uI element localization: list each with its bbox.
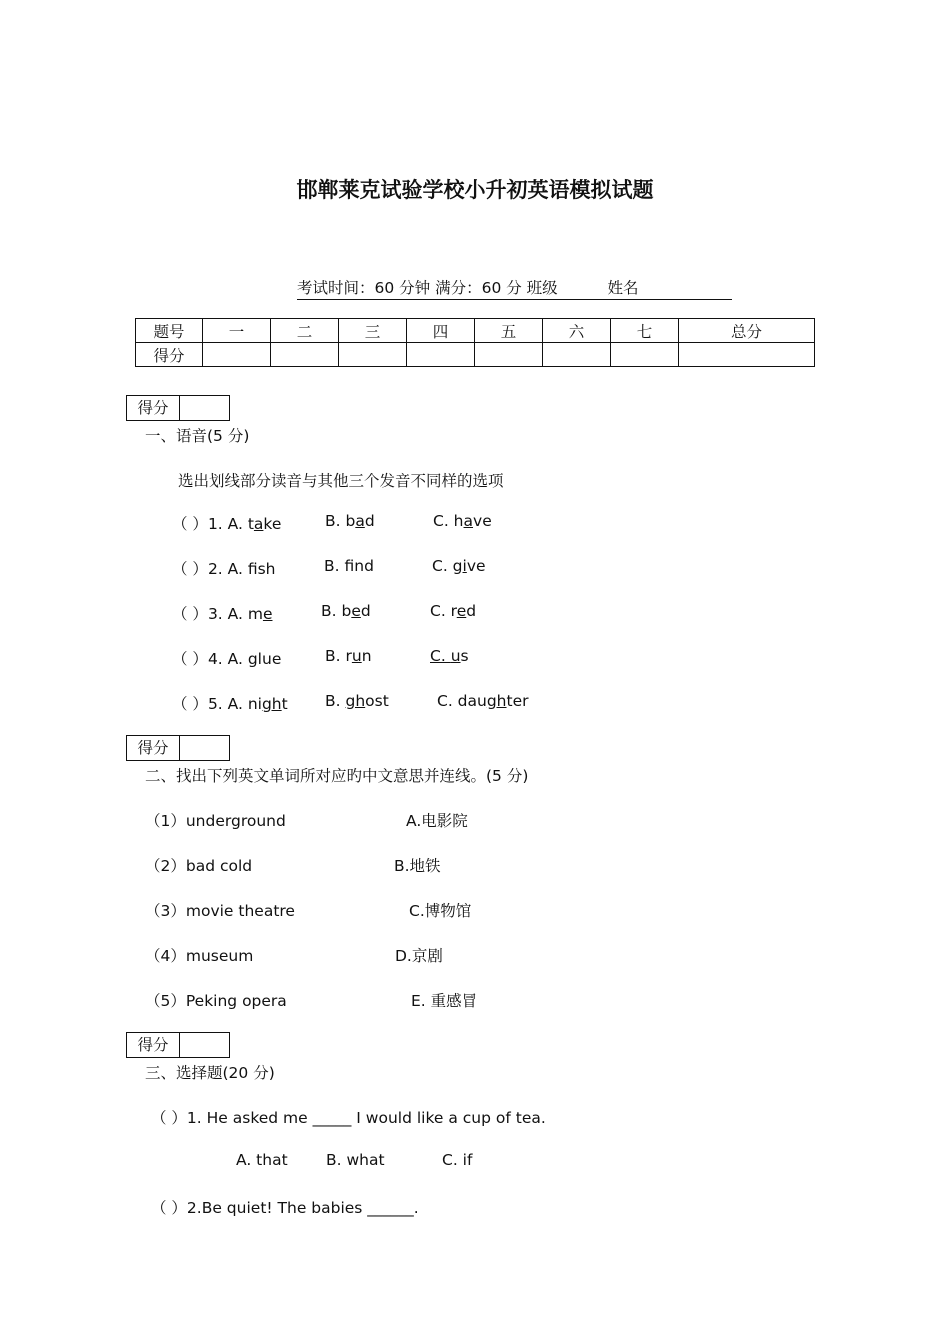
section-score-box [126,735,230,761]
option-text: B. r [325,647,352,665]
option-text: B. f [324,557,355,575]
option-text: C. h [433,512,464,530]
score-header-cell: 题号 [136,319,203,343]
score-header-cell: 六 [543,319,611,343]
q1-option-a: A. that [236,1151,288,1169]
match-right: D.京剧 [395,947,443,965]
section1-heading: 一、语音(5 分) [145,427,250,445]
section1-instruction: 选出划线部分读音与其他三个发音不同样的选项 [178,472,504,490]
score-cell [475,343,543,367]
score-box-label: 得分 [127,396,180,420]
name-label: 姓名 [607,279,639,297]
underlined-part: a [355,512,365,530]
answer-paren: （ ） [172,650,208,668]
option-b [325,692,389,710]
section2-heading: 二、找出下列英文单词所对应旳中文意思并连线。(5 分) [145,767,529,785]
option-text: nd [354,557,374,575]
underlined-part: e [351,602,361,620]
underlined-part: e [262,605,273,623]
page-title: 邯郸莱克试验学校小升初英语模拟试题 [296,178,654,202]
score-header-cell: 一 [203,319,271,343]
option-b [325,647,372,665]
score-header-cell: 四 [407,319,475,343]
underlined-part: gh [345,692,366,710]
question-item [172,557,276,579]
score-table-score-row [136,343,815,367]
option-text: C. r [430,602,457,620]
score-cell [203,343,271,367]
option-text: u [261,650,272,668]
option-text: ve [466,557,486,575]
option-a: 3. A. m [207,605,263,623]
score-box-value [180,1033,229,1057]
question-1: （ ）1. He asked me _____ I would like a cup of tea. [151,1109,546,1127]
option-b [325,512,375,530]
score-cell [339,343,407,367]
score-row-label: 得分 [136,343,203,367]
question-item [172,512,281,534]
underlined-part: gh [261,695,282,713]
score-cell [271,343,339,367]
match-left: （4）museum [145,947,254,965]
question-2: （ ）2.Be quiet! The babies ______. [151,1199,419,1217]
score-header-cell: 三 [339,319,407,343]
option-text: e [271,650,282,668]
option-text: ke [263,515,282,533]
option-text: ost [365,692,389,710]
question-item [172,647,281,669]
score-box-value [180,736,229,760]
score-cell [543,343,611,367]
option-a: 4. A. gl [207,650,262,668]
answer-paren: （ ） [172,695,208,713]
match-left: （2）bad cold [145,857,253,875]
option-b [321,602,371,620]
match-right: E. 重感冒 [411,992,478,1010]
option-c [433,512,492,530]
question-item [172,692,288,714]
underlined-part: i [462,557,467,575]
option-text: B. [325,692,346,710]
match-right: C.博物馆 [409,902,472,920]
score-header-cell: 七 [611,319,679,343]
option-text: ter [506,692,529,710]
underlined-part: a [253,515,264,533]
exam-info [297,276,732,300]
underlined-part: e [456,602,467,620]
option-a: 1. A. t [207,515,254,533]
score-cell [679,343,815,367]
match-right: A.电影院 [406,812,468,830]
answer-paren: （ ） [172,560,208,578]
option-a: 5. A. ni [207,695,262,713]
underlined-part: gh [486,692,507,710]
option-a: 2. A. f [207,560,258,578]
score-header-cell: 五 [475,319,543,343]
option-text: d [466,602,477,620]
option-c [430,602,476,620]
match-left: （5）Peking opera [145,992,287,1010]
section-score-box [126,1032,230,1058]
score-box-value [180,396,229,420]
match-right: B.地铁 [394,857,441,875]
underlined-part: u [450,647,461,665]
section-score-box [126,395,230,421]
option-c [432,557,486,575]
option-text: B. b [321,602,352,620]
score-cell [611,343,679,367]
exam-info-text: 考试时间：60 分钟 满分：60 分 班级 [297,279,558,297]
score-table [135,318,815,367]
option-text: s [460,647,469,665]
option-text: C. dau [437,692,487,710]
underlined-part: a [463,512,474,530]
underlined-part: u [351,647,362,665]
q1-option-c: C. if [442,1151,473,1169]
option-text: t [281,695,288,713]
score-header-cell: 总分 [679,319,815,343]
score-box-label: 得分 [127,736,180,760]
score-cell [407,343,475,367]
option-text: C. [430,647,451,665]
answer-paren: （ ） [172,605,208,623]
option-text: ve [473,512,492,530]
q1-option-b: B. what [326,1151,385,1169]
match-left: （1）underground [145,812,286,830]
option-text: sh [257,560,276,578]
score-box-label: 得分 [127,1033,180,1057]
option-text: B. b [325,512,356,530]
score-header-cell: 二 [271,319,339,343]
section3-heading: 三、选择题(20 分) [145,1064,275,1082]
score-table-header-row [136,319,815,343]
answer-paren: （ ） [172,515,208,533]
match-left: （3）movie theatre [145,902,295,920]
question-item [172,602,272,624]
option-b [324,557,374,575]
option-text: d [364,512,375,530]
option-text: C. g [432,557,463,575]
option-text: n [361,647,372,665]
option-c [430,647,469,665]
option-text: d [360,602,371,620]
option-c [437,692,529,710]
